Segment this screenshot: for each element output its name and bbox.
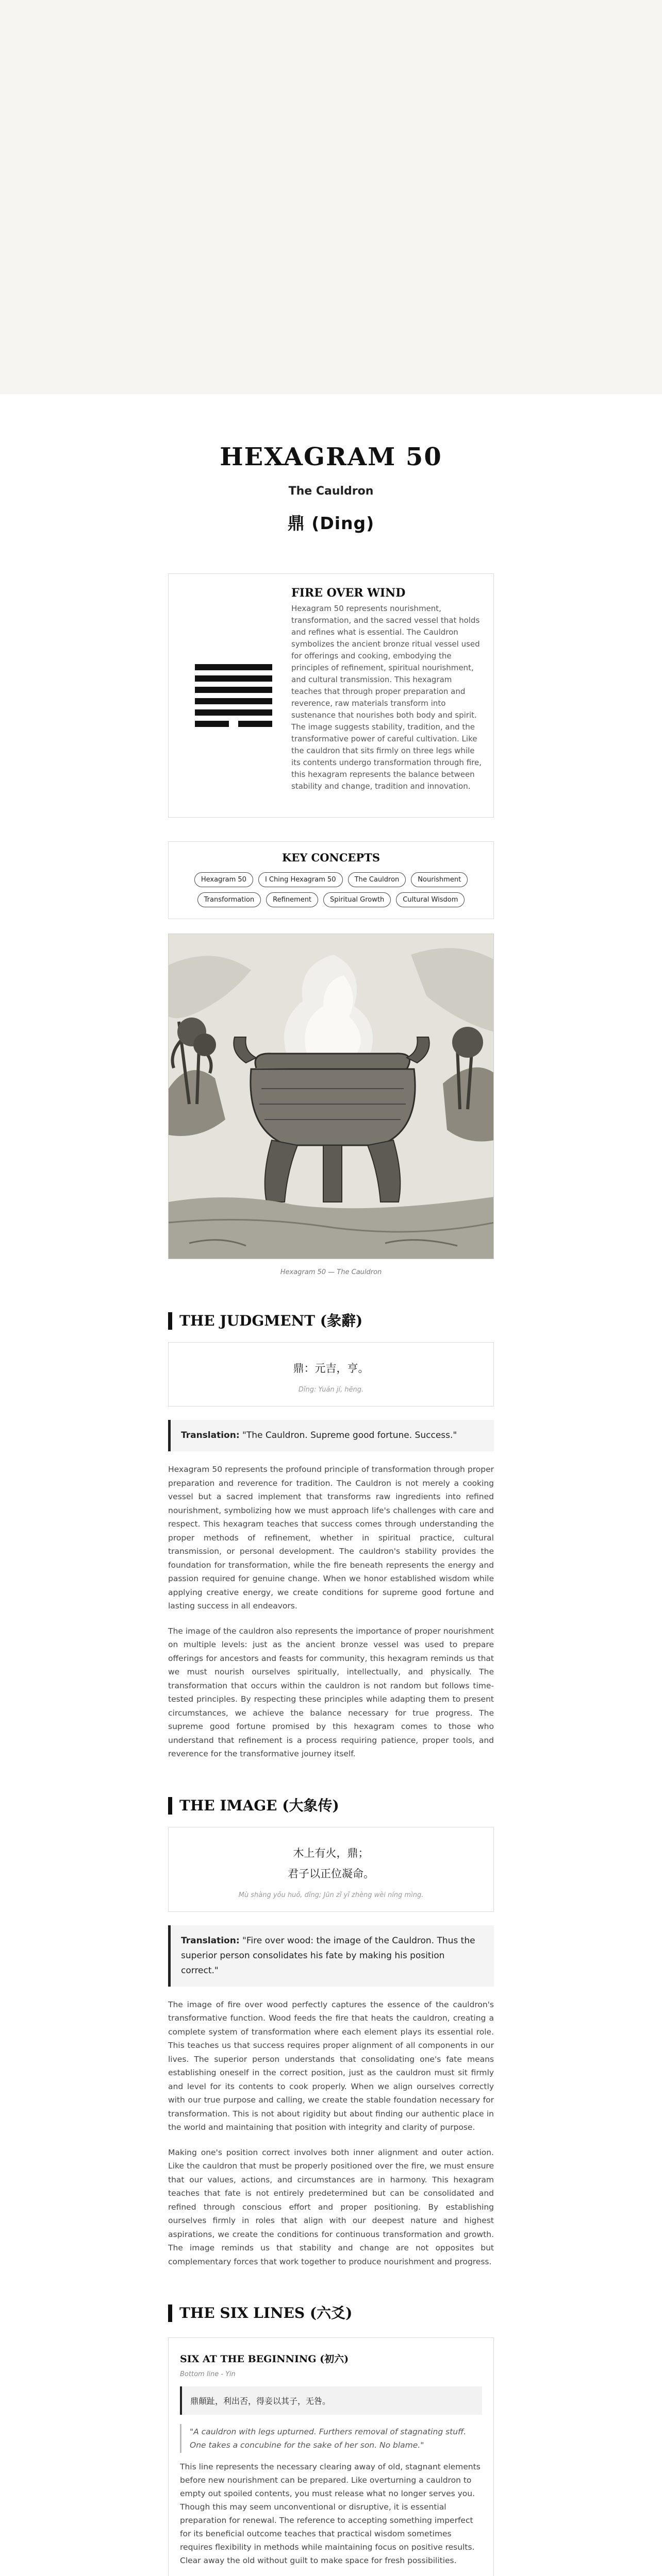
line-chinese: 鼎顛趾，利出否，得妾以其子，无咎。: [180, 2386, 482, 2415]
judgment-paragraph-2: The image of the cauldron also represents the importance of proper nourishment on multiple levels: just as the ancient bronze vessel was used to prepare offerings for ancestors and feasts for community, this hexagram reminds us that we must nourish ourselves spiritually, intellectually, and physically. The transformation that occurs within the cauldron is not random but follows time-tested principles. By respecting these principles while adapting them to present circumstances, we achieve the balance necessary for true progress. The supreme good fortune promised by this hexagram comes to those who understand that refinement is a process requiring patience, proper tools, and reverence for the transformative journey itself.: [168, 1626, 494, 1758]
translation-text: "Fire over wood: the image of the Cauldron. Thus the superior person consolidates his fate by making his position correct.": [181, 1935, 475, 1976]
concept-tag[interactable]: Cultural Wisdom: [396, 892, 465, 907]
line-english: "A cauldron with legs upturned. Furthers removal of stagnating stuff. One takes a concubine for the sake of her son. No blame.": [180, 2424, 482, 2453]
page-subtitle: The Cauldron: [288, 485, 374, 498]
concept-tag[interactable]: The Cauldron: [348, 872, 406, 887]
page-title: HEXAGRAM 50: [220, 443, 442, 471]
translation-label: Translation:: [181, 1430, 240, 1440]
judgment-chinese: 鼎：元吉，亨。: [293, 1362, 369, 1375]
judgment-translation: [168, 1420, 494, 1451]
hero-header: [168, 394, 494, 534]
six-lines-section: [168, 2304, 494, 2576]
illustration-figure: [168, 934, 494, 1276]
concept-tag[interactable]: Transformation: [197, 892, 261, 907]
image-paragraph-1: The image of fire over wood perfectly captures the essence of the cauldron's transformative function. Wood feeds the fire that heats the cauldron, creating a complete system of transformation where each element plays its essential role. This teaches us that success requires proper alignment of all components in our lives. The superior person understands that consolidating one's fate means establishing oneself in the correct position, just as the cauldron must sit firmly and level for its contents to cook properly. When we align ourselves correctly with our true purpose and calling, we create the stable foundation necessary for transformation. This is not about rigidity but about finding our authentic place in the world and maintaining that position with integrity and clarity of purpose.: [168, 1999, 494, 2132]
figure-caption: Hexagram 50 — The Cauldron: [280, 1268, 382, 1276]
image-chinese-line-2: 君子以正位凝命。: [288, 1867, 374, 1880]
hexagram-line-3: [195, 698, 272, 704]
hexagram-line-6: [195, 664, 272, 670]
top-banner: [0, 0, 662, 394]
image-quote-box: [168, 1827, 494, 1912]
image-paragraph-2: Making one's position correct involves both inner alignment and outer action. Like the cauldron that must be properly positioned over the fire, we must ensure that our values, actions, and circumstances are in harmony. This hexagram teaches that fate is not entirely predetermined but can be consolidated and refined through conscious effort and proper positioning. By establishing ourselves firmly in roles that align with our deepest nature and highest aspirations, we create the conditions for continuous transformation and growth. The image reminds us that stability and change are not opposites but complementary forces that work together to produce nourishment and progress.: [168, 2147, 494, 2266]
hexagram-symbol: [178, 583, 289, 808]
judgment-paragraph-1: Hexagram 50 represents the profound principle of transformation through proper preparation and reverence for tradition. The Cauldron is not merely a cooking vessel but a sacred implement that transforms raw ingredients into refined nourishment, symbolizing how we must approach life's challenges with care and respect. This hexagram teaches that success comes through understanding the proper methods of refinement, whether in spiritual practice, cultural transmission, or personal development. The cauldron's stability provides the foundation for transformation, while the fire beneath represents the energy and passion required for genuine change. When we honor established wisdom while applying creative energy, we create conditions for supreme good fortune and lasting success in all endeavors.: [168, 1465, 494, 1611]
judgment-title: THE JUDGMENT (彖辭): [168, 1312, 494, 1330]
intro-text-block: [289, 583, 484, 808]
line-commentary: This line represents the necessary clearing away of old, stagnant elements before new nourishment can be prepared. Like overturning a cauldron to empty out spoiled contents, you must release what no longer serves you. Though this may seem unconventional or disruptive, it is essential preparation for renewal. The reference to accepting something imperfect for its beneficial outcome teaches that practical wisdom sometimes requires flexibility in methods while maintaining focus on positive results. Clear away the old without guilt to make space for fresh possibilities.: [180, 2462, 481, 2565]
image-title: THE IMAGE (大象传): [168, 1797, 494, 1815]
translation-label: Translation:: [181, 1935, 240, 1946]
key-concepts-card: [168, 841, 494, 919]
cauldron-illustration: [168, 934, 494, 1259]
chinese-name: 鼎 (Ding): [287, 513, 375, 533]
intro-description: Hexagram 50 represents nourishment, transformation, and the sacred vessel that holds and refines what is essential. The Cauldron symbolizes the ancient bronze ritual vessel used for offerings and cooking, embodying the principles of refinement, spiritual nourishment, and cultural transmission. This hexagram teaches that through proper preparation and reverence, raw materials transform into sustenance that nourishes both body and spirit. The image suggests stability, tradition, and the transformative power of careful cultivation. Like the cauldron that sits firmly on three legs while its contents undergo transformation through fire, this hexagram represents the balance between stability and change, tradition and innovation.: [291, 604, 482, 791]
hexagram-line-5: [195, 675, 272, 682]
judgment-pinyin: Dǐng: Yuán jí, hēng.: [298, 1386, 364, 1394]
hexagram-line-4: [195, 687, 272, 693]
translation-text: "The Cauldron. Supreme good fortune. Success.": [242, 1430, 457, 1440]
hexagram-line-1: [195, 721, 272, 727]
intro-heading: FIRE OVER WIND: [291, 586, 406, 600]
hexagram-line-2: [195, 709, 272, 716]
six-lines-title: THE SIX LINES (六爻): [168, 2304, 494, 2322]
concept-tag[interactable]: Refinement: [266, 892, 318, 907]
image-translation: [168, 1925, 494, 1987]
concept-tag-list: [179, 872, 483, 907]
image-pinyin: Mù shàng yǒu huǒ, dǐng; Jūn zǐ yǐ zhèng wèi níng mìng.: [238, 1891, 424, 1899]
line-position: Bottom line - Yin: [180, 2370, 236, 2378]
intro-card: [168, 573, 494, 818]
key-concepts-heading: KEY CONCEPTS: [282, 851, 380, 864]
main-content: [168, 394, 494, 2576]
judgment-section: [168, 1312, 494, 1761]
image-chinese-line-1: 木上有火，鼎；: [293, 1846, 369, 1859]
concept-tag[interactable]: Spiritual Growth: [323, 892, 391, 907]
concept-tag[interactable]: Nourishment: [411, 872, 468, 887]
concept-tag[interactable]: I Ching Hexagram 50: [258, 872, 343, 887]
judgment-quote-box: [168, 1342, 494, 1406]
image-section: [168, 1797, 494, 2269]
concept-tag[interactable]: Hexagram 50: [194, 872, 253, 887]
line-heading: SIX AT THE BEGINNING (初六): [180, 2353, 349, 2365]
line-card-1: [168, 2337, 494, 2576]
